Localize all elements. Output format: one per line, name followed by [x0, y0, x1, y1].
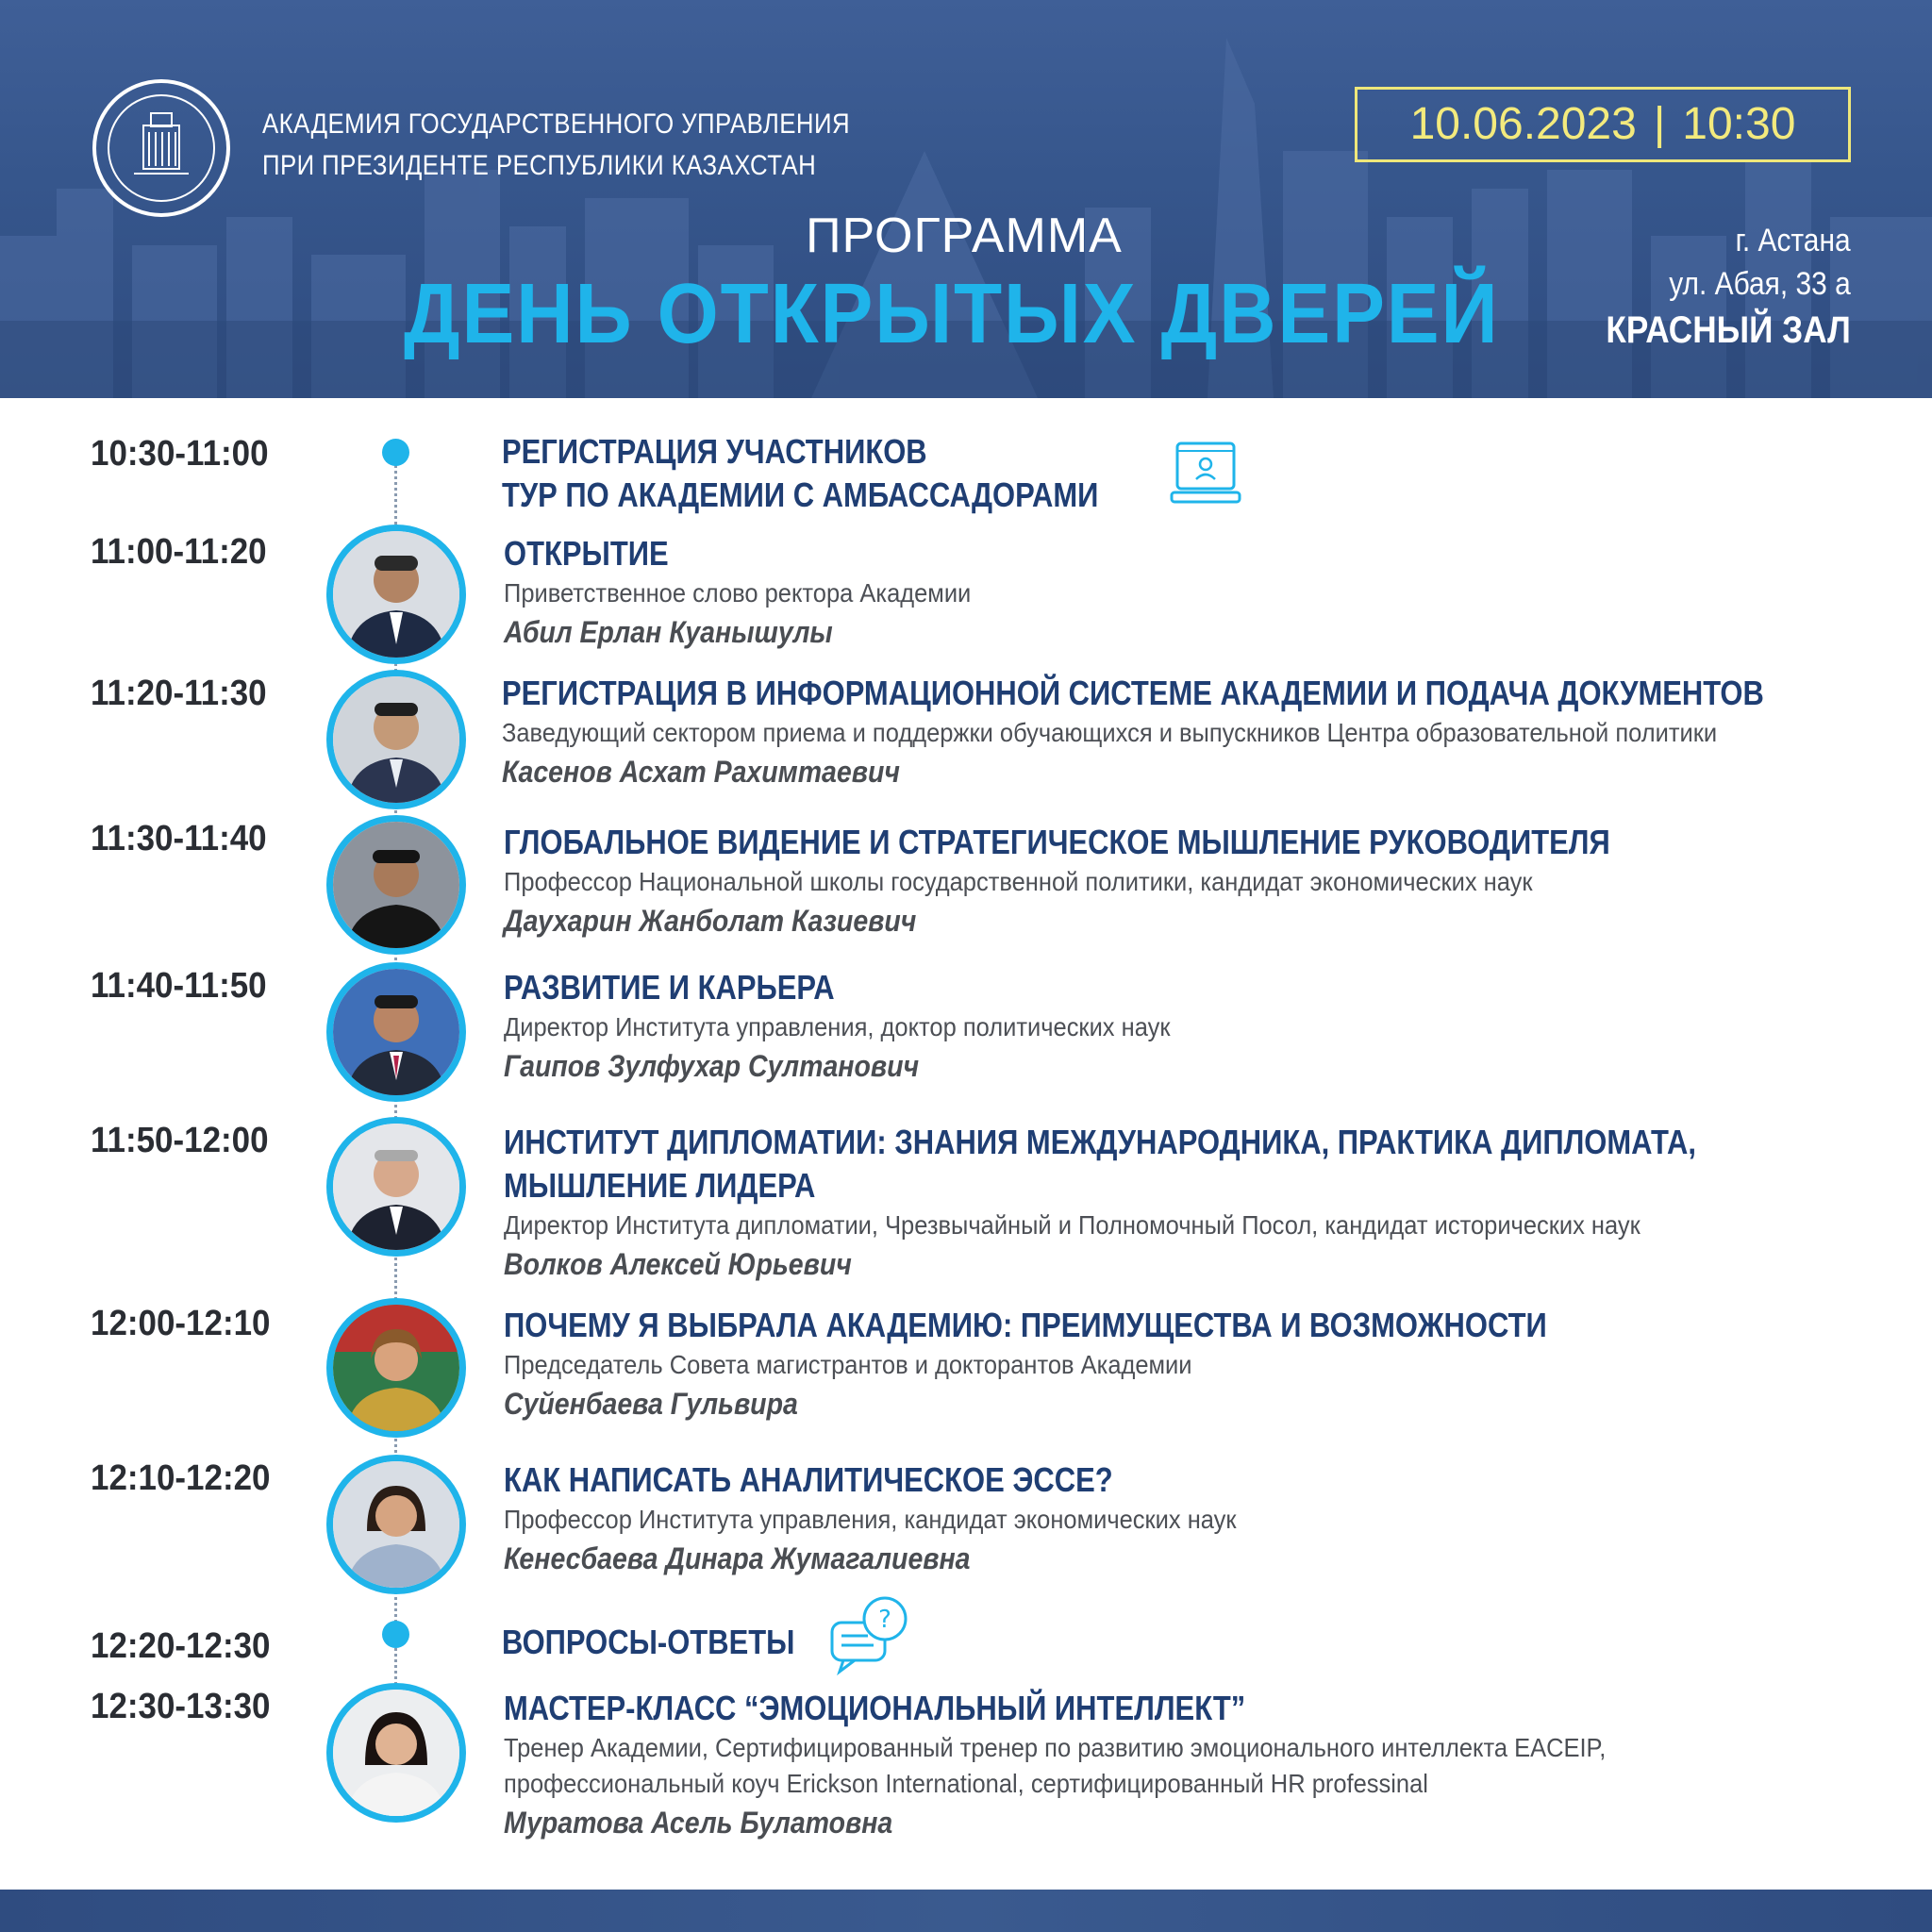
item-time: 12:30-13:30: [91, 1687, 271, 1726]
item-content: [502, 672, 1870, 792]
speaker-photo: [326, 1683, 466, 1823]
speaker-name: Кенесбаева Динара Жумагалиевна: [504, 1541, 971, 1575]
event-title: ДЕНЬ ОТКРЫТЫХ ДВЕРЕЙ: [404, 267, 1500, 361]
item-description: Директор Института дипломатии, Чрезвычайный и Полномочный Посол, кандидат исторических наук: [504, 1210, 1641, 1240]
date-separator: |: [1653, 99, 1666, 149]
person-silhouette-icon: [333, 1124, 459, 1250]
speaker-name: Даухарин Жанболат Казиевич: [504, 904, 917, 938]
speaker-name: Абил Ерлан Куанышулы: [504, 615, 833, 649]
speaker-photo: [326, 1298, 466, 1438]
speaker-name: Волков Алексей Юрьевич: [504, 1247, 852, 1281]
speaker-photo: [326, 1117, 466, 1257]
person-silhouette-icon: [333, 1305, 459, 1431]
item-description: Председатель Совета магистрантов и докторантов Академии: [504, 1350, 1192, 1379]
person-silhouette-icon: [333, 676, 459, 803]
item-time: 11:40-11:50: [91, 966, 267, 1006]
item-time: 11:50-12:00: [91, 1121, 269, 1160]
speaker-photo: [326, 1455, 466, 1594]
person-silhouette-icon: [333, 531, 459, 658]
item-time: 12:00-12:10: [91, 1304, 271, 1343]
speaker-photo: [326, 962, 466, 1102]
item-description: Заведующий сектором приема и поддержки обучающихся и выпускников Центра образовательной политики: [502, 718, 1718, 747]
item-title: КАК НАПИСАТЬ АНАЛИТИЧЕСКОЕ ЭССЕ?: [504, 1460, 1113, 1499]
speaker-name: Суйенбаева Гульвира: [504, 1387, 798, 1421]
speaker-photo: [326, 670, 466, 809]
person-silhouette-icon: [333, 1461, 459, 1588]
item-time: 12:20-12:30: [91, 1626, 271, 1666]
speaker-name: Муратова Асель Булатовна: [504, 1806, 893, 1840]
venue-city: г. Астана: [1736, 223, 1851, 258]
item-description: Директор Института управления, доктор политических наук: [504, 1012, 1171, 1041]
item-content: [504, 821, 1872, 941]
speaker-name: Гаипов Зулфухар Султанович: [504, 1049, 920, 1083]
item-content: [504, 1121, 1872, 1285]
laptop-profile-icon: [1170, 441, 1241, 509]
item-content: [504, 966, 1872, 1087]
item-title: РЕГИСТРАЦИЯ В ИНФОРМАЦИОННОЙ СИСТЕМЕ АКАДЕМИИ И ПОДАЧА ДОКУМЕНТОВ: [502, 674, 1764, 712]
event-time: 10:30: [1682, 99, 1796, 149]
svg-text:?: ?: [878, 1606, 891, 1634]
question-chat-icon: [830, 1596, 913, 1675]
item-time: 11:20-11:30: [91, 674, 267, 713]
timeline-dot: [382, 1621, 409, 1648]
item-content: [502, 1621, 1870, 1664]
item-content: [504, 1687, 1872, 1843]
item-title-line: МЫШЛЕНИЕ ЛИДЕРА: [504, 1166, 816, 1205]
speaker-name: Касенов Асхат Рахимтаевич: [502, 755, 900, 789]
org-line-1: АКАДЕМИЯ ГОСУДАРСТВЕННОГО УПРАВЛЕНИЯ: [262, 108, 851, 140]
item-description: Профессор Института управления, кандидат экономических наук: [504, 1505, 1237, 1534]
item-content: [504, 1304, 1872, 1424]
org-line-2: ПРИ ПРЕЗИДЕНТЕ РЕСПУБЛИКИ КАЗАХСТАН: [262, 150, 817, 181]
item-title-line: РЕГИСТРАЦИЯ УЧАСТНИКОВ: [502, 432, 927, 471]
person-silhouette-icon: [333, 969, 459, 1095]
item-description: Профессор Национальной школы государственной политики, кандидат экономических наук: [504, 867, 1533, 896]
speaker-photo: [326, 525, 466, 664]
item-title: ОТКРЫТИЕ: [504, 534, 669, 573]
item-description-line: профессиональный коуч Erickson International, сертифицированный HR professinal: [504, 1769, 1428, 1798]
event-date: 10.06.2023: [1409, 99, 1637, 149]
program-label-text: ПРОГРАММА: [806, 208, 1123, 263]
item-time: 10:30-11:00: [91, 434, 269, 474]
item-title: ВОПРОСЫ-ОТВЕТЫ: [502, 1623, 795, 1661]
footer-band: [0, 1890, 1932, 1932]
item-title-line: ТУР ПО АКАДЕМИИ С АМБАССАДОРАМИ: [502, 475, 1099, 514]
event-date-box: [1355, 87, 1851, 162]
header-banner: [0, 0, 1932, 398]
organization-name: [262, 104, 850, 187]
item-content: [504, 532, 1872, 653]
item-title: РАЗВИТИЕ И КАРЬЕРА: [504, 968, 835, 1007]
academy-logo: [92, 79, 230, 217]
venue-hall: КРАСНЫЙ ЗАЛ: [1606, 309, 1851, 351]
person-silhouette-icon: [333, 822, 459, 948]
item-time: 12:10-12:20: [91, 1458, 271, 1498]
venue-info: [1474, 223, 1851, 355]
venue-street: ул. Абая, 33 а: [1669, 266, 1851, 302]
item-time: 11:30-11:40: [91, 819, 267, 858]
item-title-line: ИНСТИТУТ ДИПЛОМАТИИ: ЗНАНИЯ МЕЖДУНАРОДНИКА, ПРАКТИКА ДИПЛОМАТА,: [504, 1123, 1696, 1161]
speaker-photo: [326, 815, 466, 955]
item-title: МАСТЕР-КЛАСС “ЭМОЦИОНАЛЬНЫЙ ИНТЕЛЛЕКТ”: [504, 1689, 1246, 1727]
item-time: 11:00-11:20: [91, 532, 267, 572]
person-silhouette-icon: [333, 1690, 459, 1816]
timeline-dot: [382, 439, 409, 466]
item-title: ГЛОБАЛЬНОЕ ВИДЕНИЕ И СТРАТЕГИЧЕСКОЕ МЫШЛЕНИЕ РУКОВОДИТЕЛЯ: [504, 823, 1610, 861]
item-content: [504, 1458, 1872, 1579]
item-description-line: Тренер Академии, Сертифицированный тренер по развитию эмоционального интеллекта EACEIP,: [504, 1733, 1607, 1762]
item-description: Приветственное слово ректора Академии: [504, 578, 972, 608]
item-title: ПОЧЕМУ Я ВЫБРАЛА АКАДЕМИЮ: ПРЕИМУЩЕСТВА И ВОЗМОЖНОСТИ: [504, 1306, 1547, 1344]
